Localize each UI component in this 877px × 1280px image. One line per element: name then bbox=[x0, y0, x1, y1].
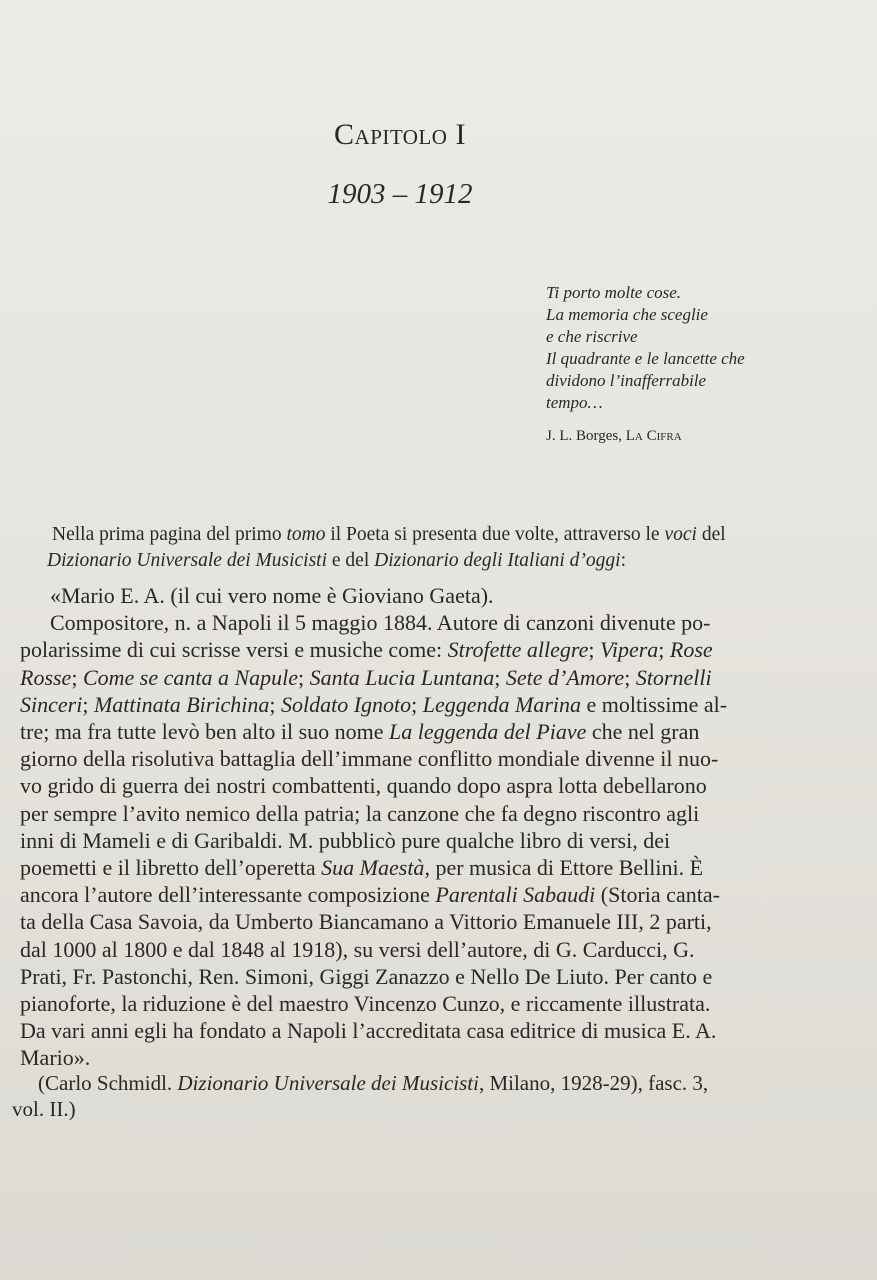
text-line: vo grido di guerra dei nostri combattenti, quando dopo aspra lotta debellarono bbox=[20, 773, 707, 799]
text-line: Compositore, n. a Napoli il 5 maggio 1884. Autore di canzoni divenute po- bbox=[50, 610, 711, 636]
text-line: vol. II.) bbox=[12, 1097, 76, 1121]
epigraph-author: J. L. Borges, bbox=[546, 428, 622, 444]
epigraph-line: dividono l’inafferrabile bbox=[546, 371, 707, 390]
epigraph-line: Ti porto molte cose. bbox=[546, 283, 682, 302]
text-line: Mario». bbox=[20, 1045, 91, 1071]
citation-source bbox=[12, 1070, 812, 1122]
chapter-title: Capitolo I bbox=[334, 118, 466, 151]
text-line: Nella prima pagina del primo tomo il Poeta si presenta due volte, attraverso le voci del bbox=[52, 524, 726, 545]
dictionary-entry-quote bbox=[20, 582, 820, 1072]
text-line: polarissime di cui scrisse versi e musiche come: Strofette allegre; Vipera; Rose bbox=[20, 637, 713, 663]
text-line: pianoforte, la riduzione è del maestro Vincenzo Cunzo, e riccamente illustrata. bbox=[20, 991, 711, 1017]
text-line: per sempre l’avito nemico della patria; la canzone che fa degno riscontro agli bbox=[20, 800, 700, 826]
text-line: tre; ma fra tutte levò ben alto il suo nome La leggenda del Piave che nel gran bbox=[20, 719, 700, 745]
text-line: Rosse; Come se canta a Napule; Santa Lucia Luntana; Sete d’Amore; Stornelli bbox=[20, 664, 712, 690]
text-line: giorno della risolutiva battaglia dell’immane conflitto mondiale divenne il nuo- bbox=[20, 746, 719, 772]
epigraph-line: Il quadrante e le lancette che bbox=[546, 349, 745, 368]
text-line: poemetti e il libretto dell’operetta Sua Maestà, per musica di Ettore Bellini. È bbox=[20, 855, 704, 881]
text-line: dal 1000 al 1800 e dal 1848 al 1918), su versi dell’autore, di G. Carducci, G. bbox=[20, 936, 695, 962]
chapter-years: 1903 – 1912 bbox=[327, 178, 473, 210]
text-line: «Mario E. A. (il cui vero nome è Gioviano Gaeta). bbox=[50, 583, 494, 608]
epigraph-line: e che riscrive bbox=[546, 327, 638, 346]
intro-paragraph bbox=[47, 522, 837, 574]
text-line: ta della Casa Savoia, da Umberto Biancamano a Vittorio Emanuele III, 2 parti, bbox=[20, 909, 712, 935]
epigraph-work: La Cifra bbox=[625, 428, 682, 444]
text-line: Dizionario Universale dei Musicisti e del Dizionario degli Italiani d’oggi: bbox=[47, 550, 627, 571]
epigraph bbox=[546, 282, 846, 414]
epigraph-attribution bbox=[546, 428, 846, 445]
text-line: ancora l’autore dell’interessante composizione Parentali Sabaudi (Storia canta- bbox=[20, 882, 720, 908]
text-line: inni di Mameli e di Garibaldi. M. pubblicò pure qualche libro di versi, dei bbox=[20, 827, 671, 853]
text-line: (Carlo Schmidl. Dizionario Universale dei Musicisti, Milano, 1928-29), fasc. 3, bbox=[38, 1071, 709, 1095]
epigraph-line: La memoria che sceglie bbox=[546, 305, 708, 324]
text-line: Da vari anni egli ha fondato a Napoli l’accreditata casa editrice di musica E. A. bbox=[20, 1018, 717, 1044]
text-line: Sinceri; Mattinata Birichina; Soldato Ignoto; Leggenda Marina e moltissime al- bbox=[20, 691, 728, 717]
text-line: Prati, Fr. Pastonchi, Ren. Simoni, Giggi Zanazzo e Nello De Liuto. Per canto e bbox=[20, 963, 713, 989]
epigraph-line: tempo… bbox=[546, 393, 603, 412]
